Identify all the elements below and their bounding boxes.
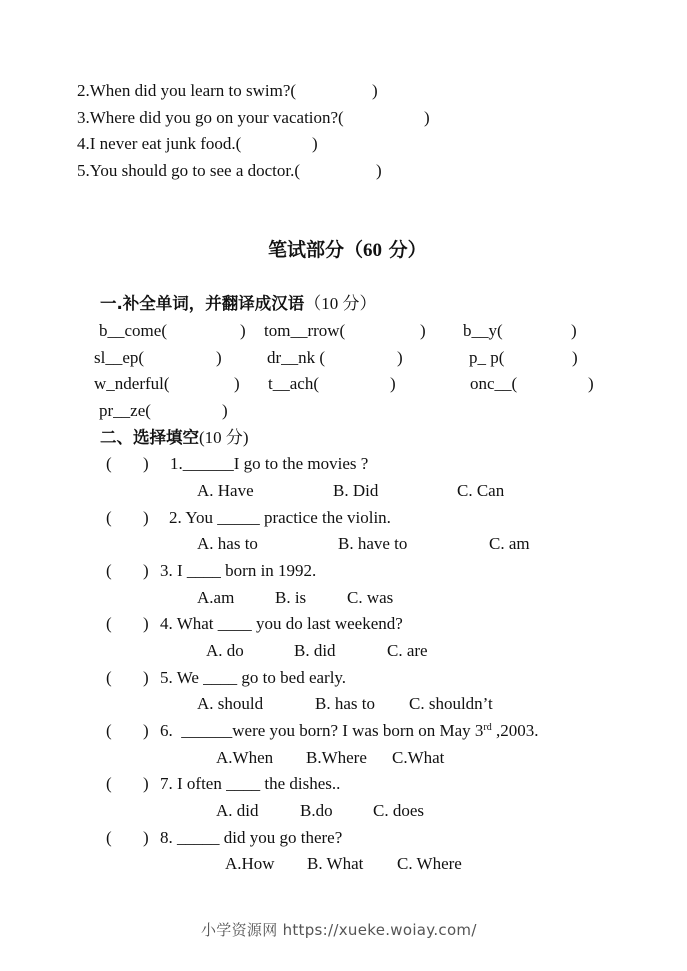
word-item: dr__nk ( xyxy=(267,348,326,367)
option-a: A.When xyxy=(216,748,274,767)
question-stem xyxy=(160,721,539,741)
answer-bracket-close: ) xyxy=(143,721,149,740)
word-bracket-close: ) xyxy=(571,321,577,340)
word-bracket-close: ) xyxy=(588,374,594,393)
word-item: w_nderful( xyxy=(94,374,170,393)
ordinal-suffix: rd xyxy=(483,722,492,733)
question-stem: 2. You _____ practice the violin. xyxy=(169,508,391,527)
answer-bracket-open: ( xyxy=(106,561,112,580)
answer-bracket-open: ( xyxy=(106,614,112,633)
listening-item-2 xyxy=(77,81,296,101)
part1-heading-text: 一.补全单词，并翻译成汉语 xyxy=(100,294,305,313)
answer-bracket-open: ( xyxy=(106,668,112,687)
answer-bracket-close: ) xyxy=(312,134,318,153)
word-bracket-close: ) xyxy=(390,374,396,393)
question-stem: 1.______I go to the movies ? xyxy=(170,454,369,473)
question-stem: 3. I ____ born in 1992. xyxy=(160,561,317,580)
option-b: B. Did xyxy=(333,481,379,500)
listening-item-5 xyxy=(77,161,300,181)
part2-score: (10 分) xyxy=(199,428,249,447)
word-bracket-close: ) xyxy=(397,348,403,367)
item-text: 2.When did you learn to swim?( xyxy=(77,81,297,100)
option-c: C. Where xyxy=(397,854,462,873)
option-c: C.What xyxy=(392,748,445,767)
part2-heading xyxy=(100,427,249,449)
question-stem: 8. _____ did you go there? xyxy=(160,828,343,847)
answer-bracket-close: ) xyxy=(143,508,149,527)
option-b: B. did xyxy=(294,641,336,660)
word-bracket-close: ) xyxy=(572,348,578,367)
option-b: B.do xyxy=(300,801,333,820)
answer-bracket-close: ) xyxy=(376,161,382,180)
option-b: B. has to xyxy=(315,694,375,713)
answer-bracket-close: ) xyxy=(143,454,149,473)
answer-bracket-open: ( xyxy=(106,721,112,740)
stem-text-end: ,2003. xyxy=(491,721,539,740)
answer-bracket-close: ) xyxy=(143,668,149,687)
option-a: A. do xyxy=(206,641,244,660)
section-title xyxy=(268,238,427,263)
word-item: onc__( xyxy=(470,374,518,393)
answer-bracket-close: ) xyxy=(372,81,378,100)
option-a: A. should xyxy=(197,694,264,713)
option-b: B. is xyxy=(275,588,307,607)
option-a: A.am xyxy=(197,588,235,607)
part1-heading xyxy=(100,293,377,315)
footer-watermark: 小学资源网 https://xueke.woiay.com/ xyxy=(201,921,477,939)
part1-score: （10 分） xyxy=(304,294,377,313)
answer-bracket-close: ) xyxy=(143,561,149,580)
word-bracket-close: ) xyxy=(216,348,222,367)
question-stem: 7. I often ____ the dishes.. xyxy=(160,774,341,793)
item-text: 3.Where did you go on your vacation?( xyxy=(77,108,344,127)
option-c: C. are xyxy=(387,641,428,660)
word-item: pr__ze( xyxy=(99,401,151,420)
option-b: B.Where xyxy=(306,748,367,767)
answer-bracket-close: ) xyxy=(143,828,149,847)
listening-item-4 xyxy=(77,134,241,154)
word-item: t__ach( xyxy=(268,374,319,393)
section-title-end: 分） xyxy=(382,239,427,261)
option-c: C. was xyxy=(347,588,394,607)
word-item: p_ p( xyxy=(469,348,505,367)
answer-bracket-open: ( xyxy=(106,828,112,847)
option-a: A. has to xyxy=(197,534,258,553)
option-c: C. am xyxy=(489,534,530,553)
answer-bracket-close: ) xyxy=(424,108,430,127)
listening-item-3 xyxy=(77,108,344,128)
item-text: 5.You should go to see a doctor.( xyxy=(77,161,301,180)
question-stem: 4. What ____ you do last weekend? xyxy=(160,614,403,633)
option-b: B. What xyxy=(307,854,364,873)
word-item: sl__ep( xyxy=(94,348,145,367)
section-title-text: 笔试部分（ xyxy=(268,239,364,261)
option-b: B. have to xyxy=(338,534,408,553)
answer-bracket-open: ( xyxy=(106,774,112,793)
option-c: C. does xyxy=(373,801,424,820)
question-stem: 5. We ____ go to bed early. xyxy=(160,668,347,687)
word-bracket-close: ) xyxy=(420,321,426,340)
answer-bracket-close: ) xyxy=(143,774,149,793)
word-bracket-close: ) xyxy=(222,401,228,420)
word-item: b__y( xyxy=(463,321,503,340)
option-a: A.How xyxy=(225,854,275,873)
option-a: A. Have xyxy=(197,481,254,500)
word-item: tom__rrow( xyxy=(264,321,346,340)
answer-bracket-close: ) xyxy=(143,614,149,633)
option-a: A. did xyxy=(216,801,259,820)
option-c: C. shouldn’t xyxy=(409,694,493,713)
part2-heading-text: 二、选择填空 xyxy=(100,428,199,447)
option-c: C. Can xyxy=(457,481,505,500)
section-score: 60 xyxy=(363,240,383,261)
word-bracket-close: ) xyxy=(240,321,246,340)
stem-text: 6. ______were you born? I was born on May 3 xyxy=(160,721,484,740)
word-bracket-close: ) xyxy=(234,374,240,393)
answer-bracket-open: ( xyxy=(106,508,112,527)
item-text: 4.I never eat junk food.( xyxy=(77,134,242,153)
answer-bracket-open: ( xyxy=(106,454,112,473)
word-item: b__come( xyxy=(99,321,167,340)
